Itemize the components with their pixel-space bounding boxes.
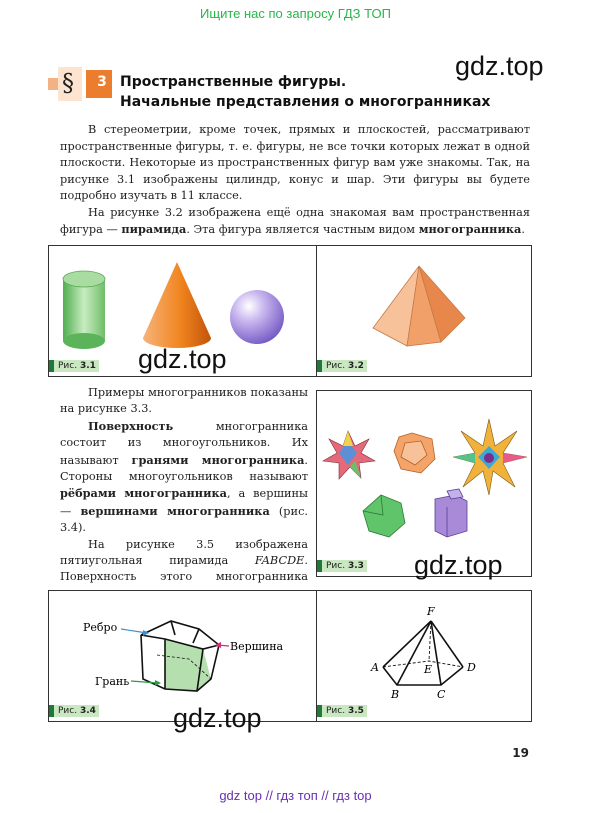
dodecahedron-shape bbox=[394, 433, 435, 473]
section-title-line2: Начальные представления о многогранниках bbox=[120, 94, 491, 110]
section-symbol: § bbox=[62, 69, 74, 97]
polyhedron-parts-drawing bbox=[49, 591, 317, 721]
side-text bbox=[60, 385, 308, 602]
footer-links: gdz top // гдз топ // гдз top bbox=[219, 788, 372, 803]
vertex-E: E bbox=[424, 663, 433, 676]
side-paragraph-2: Поверхность многогранника состоит из многоугольников. Их называют гранями многогранника. Стороны многоугольников называют рёбрами многогранника, а вершины — вершинами многогранника (рис. 3.4). bbox=[60, 418, 308, 535]
figure-3-5 bbox=[316, 590, 532, 722]
vertex-C: C bbox=[437, 688, 446, 701]
label-edge: Ребро bbox=[83, 621, 118, 634]
polyhedra-examples-drawing bbox=[317, 391, 531, 576]
section-number: 3 bbox=[97, 74, 107, 90]
vertex-B: B bbox=[391, 688, 400, 701]
pyramid-drawing bbox=[317, 246, 531, 376]
page-number: 19 bbox=[512, 746, 529, 760]
watermark-fig34: gdz.top bbox=[173, 703, 262, 733]
watermark-fig33: gdz.top bbox=[414, 550, 503, 580]
intro-text bbox=[60, 122, 530, 239]
figure-3-5-caption: Рис. 3.5 bbox=[317, 705, 367, 717]
cross-polyhedron-shape bbox=[435, 489, 467, 537]
cylinder-shape bbox=[63, 271, 105, 349]
star-polyhedron-left bbox=[323, 431, 375, 479]
watermark-fig31: gdz.top bbox=[138, 344, 227, 374]
star-polyhedron-right bbox=[453, 419, 527, 495]
figure-3-2 bbox=[316, 245, 532, 377]
side-paragraph-1: Примеры многогранников показаны на рисунке 3.3. bbox=[60, 386, 308, 416]
pentagonal-pyramid-drawing bbox=[317, 591, 531, 721]
section-title-line1: Пространственные фигуры. bbox=[120, 74, 347, 90]
figure-3-3 bbox=[316, 390, 532, 577]
label-vertex: Вершина bbox=[230, 640, 284, 653]
vertex-F: F bbox=[427, 605, 435, 618]
figure-3-3-caption: Рис. 3.3 bbox=[317, 560, 367, 572]
edge-arrow bbox=[121, 629, 149, 636]
intro-paragraph-1: В стереометрии, кроме точек, прямых и плоскостей, рассматривают пространственные фигуры, т. е. фигуры, не все точки которых лежат в одной плоскости. Некоторые из пространственных фигур вам уже знакомы. Так, на рисунке 3.1 изображены цилиндр, конус и шар. Эти фигуры вы будете подробно изучать в 11 классе. bbox=[60, 123, 530, 202]
icosahedron-shape bbox=[363, 495, 405, 537]
figure-3-1-caption: Рис. 3.1 bbox=[49, 360, 99, 372]
figure-3-2-caption: Рис. 3.2 bbox=[317, 360, 367, 372]
vertex-A: A bbox=[371, 661, 379, 674]
watermark-top: gdz.top bbox=[455, 51, 544, 81]
intro-paragraph-2: На рисунке 3.2 изображена ещё одна знакомая вам пространственная фигура — пирамида. Эта фигура является частным видом многогранника. bbox=[60, 205, 530, 236]
sphere-shape bbox=[230, 290, 284, 344]
figure-3-4-caption: Рис. 3.4 bbox=[49, 705, 99, 717]
section-title bbox=[120, 72, 490, 112]
top-banner: Ищите нас по запросу ГДЗ ТОП bbox=[200, 6, 391, 21]
vertex-D: D bbox=[467, 661, 476, 674]
side-paragraph-3: На рисунке 3.5 изображена пятиугольная пирамида FABCDE. Поверхность этого многогранника bbox=[60, 537, 308, 584]
cone-shape bbox=[143, 262, 211, 348]
label-face: Грань bbox=[95, 675, 130, 688]
